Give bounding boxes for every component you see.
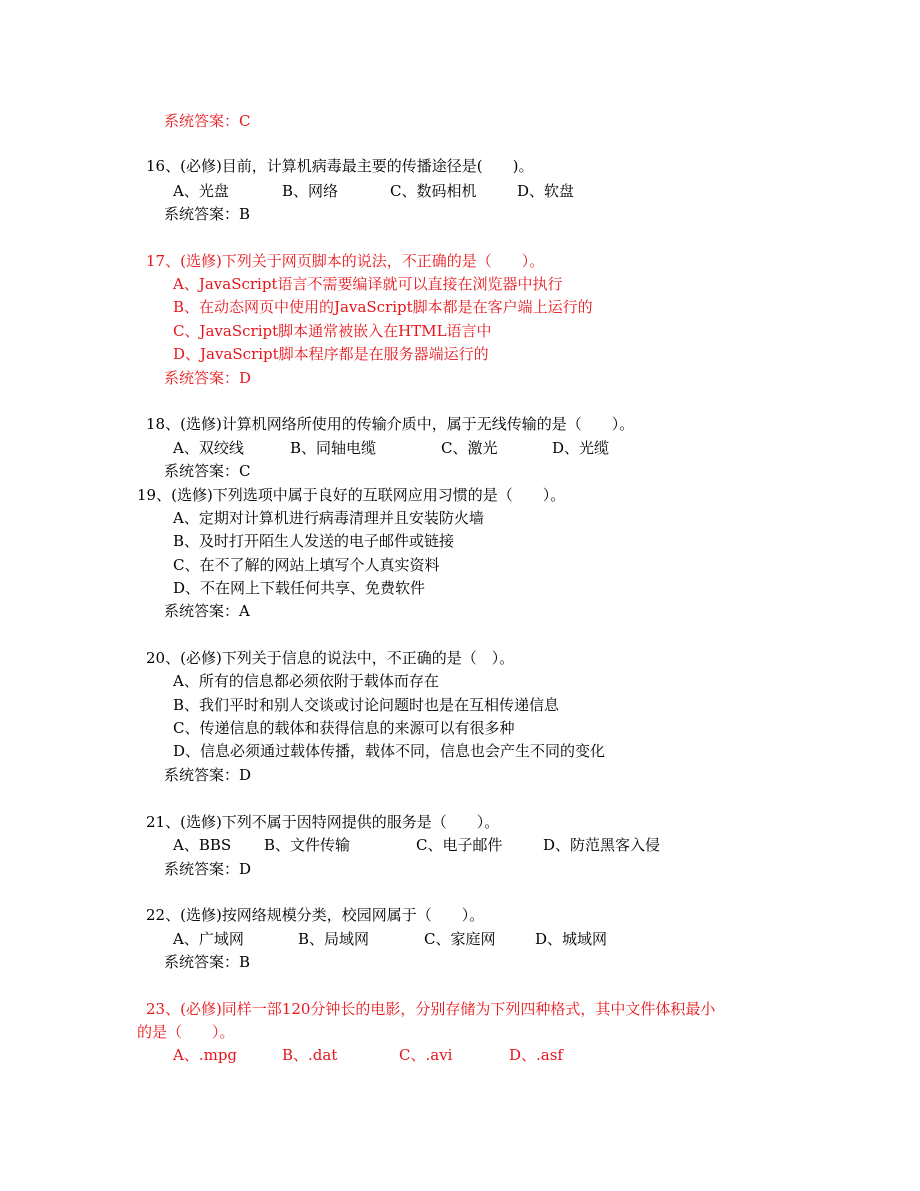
answer-q21: 系统答案：D <box>164 860 252 878</box>
question-16: 16、(必修)目前，计算机病毒最主要的传播途径是( )。 <box>146 157 534 175</box>
q21-option-c: C、电子邮件 <box>416 836 503 854</box>
q21-option-a: A、BBS <box>173 836 232 854</box>
q18-option-a: A、双绞线 <box>173 439 244 457</box>
question-23: 23、(必修)同样一部120分钟长的电影，分别存储为下列四种格式，其中文件体积最小 <box>146 1000 716 1018</box>
q18-option-b: B、同轴电缆 <box>290 439 377 457</box>
question-20: 20、(必修)下列关于信息的说法中，不正确的是（ ）。 <box>146 649 515 667</box>
q17-option-d: D、JavaScript脚本程序都是在服务器端运行的 <box>173 345 489 363</box>
q23-option-b: B、.dat <box>282 1046 338 1064</box>
q19-option-c: C、在不了解的网站上填写个人真实资料 <box>173 556 440 574</box>
q21-option-d: D、防范黑客入侵 <box>543 836 661 854</box>
q23-option-c: C、.avi <box>399 1046 453 1064</box>
q18-option-c: C、激光 <box>441 439 498 457</box>
q17-option-a: A、JavaScript语言不需要编译就可以直接在浏览器中执行 <box>173 275 563 293</box>
q19-option-a: A、定期对计算机进行病毒清理并且安装防火墙 <box>173 509 484 527</box>
q21-option-b: B、文件传输 <box>264 836 351 854</box>
question-21: 21、(选修)下列不属于因特网提供的服务是（ ）。 <box>146 813 500 831</box>
q20-option-d: D、信息必须通过载体传播，载体不同，信息也会产生不同的变化 <box>173 742 606 760</box>
q16-option-a: A、光盘 <box>173 182 229 200</box>
q18-option-d: D、光缆 <box>552 439 610 457</box>
q19-option-d: D、不在网上下载任何共享、免费软件 <box>173 579 426 597</box>
q22-option-d: D、城域网 <box>535 930 608 948</box>
answer-q22: 系统答案：B <box>164 953 251 971</box>
q23-option-d: D、.asf <box>509 1046 563 1064</box>
answer-q20: 系统答案：D <box>164 766 252 784</box>
question-22: 22、(选修)按网络规模分类，校园网属于（ ）。 <box>146 906 485 924</box>
question-17: 17、(选修)下列关于网页脚本的说法，不正确的是（ ）。 <box>146 252 545 270</box>
q20-option-c: C、传递信息的载体和获得信息的来源可以有很多种 <box>173 719 515 737</box>
q20-option-a: A、所有的信息都必须依附于载体而存在 <box>173 672 439 690</box>
q17-option-c: C、JavaScript脚本通常被嵌入在HTML语言中 <box>173 322 492 340</box>
q16-option-c: C、数码相机 <box>390 182 477 200</box>
q20-option-b: B、我们平时和别人交谈或讨论问题时也是在互相传递信息 <box>173 696 560 714</box>
q22-option-c: C、家庭网 <box>424 930 496 948</box>
q23-option-a: A、.mpg <box>173 1046 238 1064</box>
question-19: 19、(选修)下列选项中属于良好的互联网应用习惯的是（ ）。 <box>137 486 566 504</box>
q16-option-d: D、软盘 <box>517 182 575 200</box>
answer-q18: 系统答案：C <box>164 462 251 480</box>
q17-option-b: B、在动态网页中使用的JavaScript脚本都是在客户端上运行的 <box>173 298 593 316</box>
answer-q16: 系统答案：B <box>164 205 251 223</box>
q22-option-b: B、局域网 <box>298 930 370 948</box>
q16-option-b: B、网络 <box>282 182 339 200</box>
answer-q15: 系统答案：C <box>164 112 251 130</box>
question-18: 18、(选修)计算机网络所使用的传输介质中，属于无线传输的是（ ）。 <box>146 415 635 433</box>
question-23-continued: 的是（ ）。 <box>137 1023 235 1041</box>
q19-option-b: B、及时打开陌生人发送的电子邮件或链接 <box>173 532 455 550</box>
answer-q17: 系统答案：D <box>164 369 252 387</box>
answer-q19: 系统答案：A <box>164 602 250 620</box>
q22-option-a: A、广域网 <box>173 930 244 948</box>
